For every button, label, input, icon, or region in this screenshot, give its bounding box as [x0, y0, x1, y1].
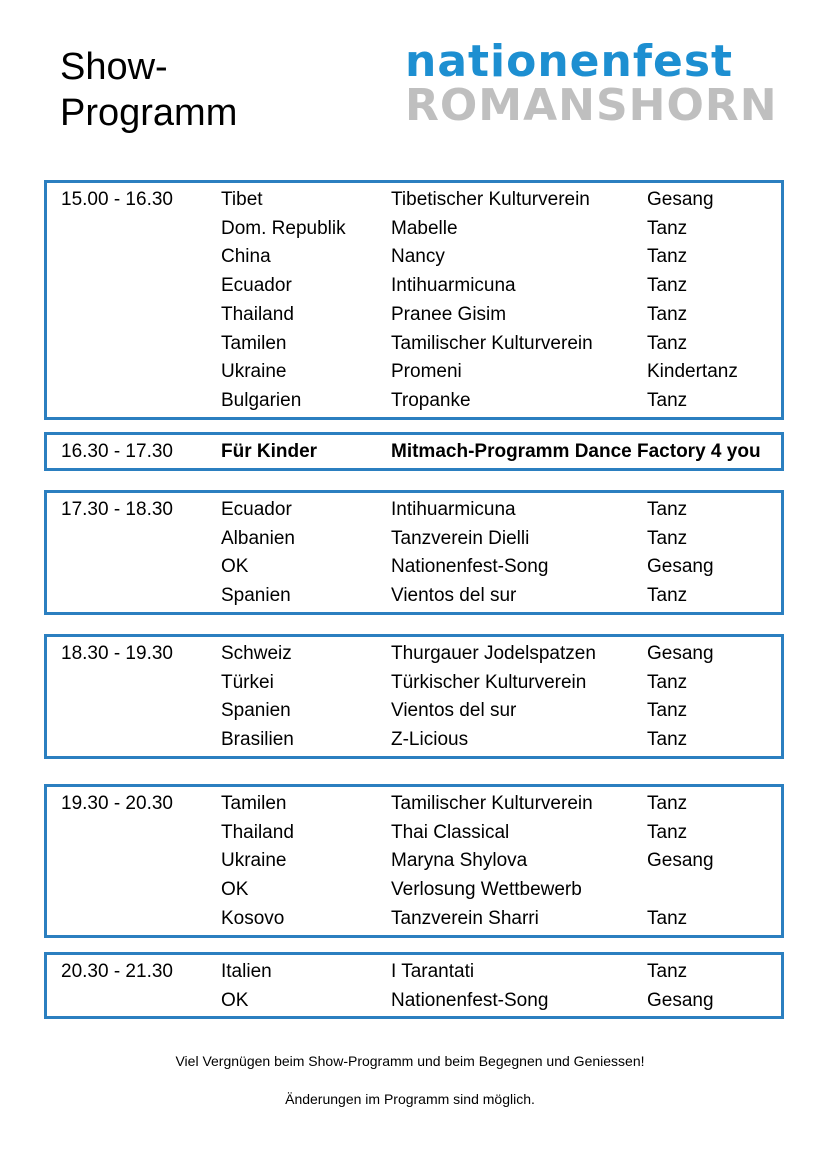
performance-type-cell: Tanz: [647, 585, 688, 607]
performance-type-cell: Gesang: [647, 643, 714, 664]
country-cell: OK: [221, 989, 249, 1011]
country-cell: Ukraine: [221, 361, 287, 383]
country-cell: Ukraine: [221, 850, 287, 872]
performance-type-cell: Tanz: [647, 700, 688, 722]
performance-type-cell: Tanz: [647, 217, 688, 239]
group-cell: Vientos del sur: [391, 585, 517, 607]
group-cell: Tibetischer Kulturverein: [391, 189, 590, 210]
group-cell: Pranee Gisim: [391, 303, 507, 325]
program-row: [47, 185, 781, 214]
group-cell: Maryna Shylova: [391, 850, 528, 872]
group-cell: Mitmach-Programm Dance Factory 4 you: [391, 441, 761, 462]
title-line-1: Show-: [60, 46, 168, 88]
country-cell: Für Kinder: [221, 441, 318, 462]
performance-type-cell: Gesang: [647, 989, 714, 1011]
program-row: [47, 789, 781, 818]
program-row: [47, 904, 781, 933]
program-row: [47, 552, 781, 581]
time-slot: 18.30 - 19.30: [61, 643, 173, 664]
program-row: [47, 300, 781, 329]
country-cell: Tamilen: [221, 793, 287, 814]
performance-type-cell: Gesang: [647, 556, 714, 578]
country-cell: Thailand: [221, 303, 294, 325]
performance-type-cell: Tanz: [647, 729, 688, 751]
logo-line-1: nationenfest: [405, 36, 734, 87]
performance-type-cell: Gesang: [647, 850, 714, 872]
time-slot: 19.30 - 20.30: [61, 793, 173, 814]
performance-type-cell: Tanz: [647, 246, 688, 268]
country-cell: OK: [221, 556, 249, 578]
program-row: [47, 818, 781, 847]
time-slot-block: [44, 952, 784, 1019]
program-row: [47, 846, 781, 875]
group-cell: Nancy: [391, 246, 445, 268]
group-cell: Tanzverein Sharri: [391, 907, 539, 929]
group-cell: Nationenfest-Song: [391, 556, 549, 578]
footer-greeting: Viel Vergnügen beim Show-Programm und beim Begegnen und Geniessen!: [175, 1053, 645, 1069]
program-row: [47, 214, 781, 243]
performance-type-cell: Tanz: [647, 961, 688, 982]
time-slot: 17.30 - 18.30: [61, 499, 173, 520]
group-cell: Z-Licious: [391, 729, 469, 751]
country-cell: Tamilen: [221, 332, 287, 354]
time-slot: 15.00 - 16.30: [61, 189, 173, 210]
group-cell: Tamilischer Kulturverein: [391, 793, 593, 814]
country-cell: Thailand: [221, 821, 294, 843]
performance-type-cell: Tanz: [647, 275, 688, 297]
program-row: [47, 242, 781, 271]
performance-type-cell: Tanz: [647, 332, 688, 354]
country-cell: Bulgarien: [221, 389, 302, 411]
group-cell: Thai Classical: [391, 821, 510, 843]
group-cell: Promeni: [391, 361, 462, 383]
performance-type-cell: Tanz: [647, 821, 688, 843]
program-row: [47, 271, 781, 300]
group-cell: Vientos del sur: [391, 700, 517, 722]
program-row: [47, 329, 781, 358]
footer-notice: Änderungen im Programm sind möglich.: [285, 1091, 535, 1107]
program-row: [47, 386, 781, 415]
country-cell: Brasilien: [221, 729, 294, 751]
page-title: [60, 44, 237, 136]
performance-type-cell: Kindertanz: [647, 361, 738, 383]
program-row: [47, 696, 781, 725]
group-cell: Tanzverein Dielli: [391, 527, 530, 549]
time-slot: 16.30 - 17.30: [61, 441, 173, 462]
performance-type-cell: Tanz: [647, 671, 688, 693]
program-row: [47, 725, 781, 754]
group-cell: Tamilischer Kulturverein: [391, 332, 593, 354]
logo-line-2: ROMANSHORN: [405, 80, 778, 131]
group-cell: Verlosung Wettbewerb: [391, 879, 582, 901]
country-cell: Spanien: [221, 585, 291, 607]
program-row: [47, 875, 781, 904]
performance-type-cell: Tanz: [647, 907, 688, 929]
time-slot-block: [44, 784, 784, 938]
title-line-2: Programm: [60, 92, 238, 134]
country-cell: Tibet: [221, 189, 263, 210]
time-slot-block: [44, 634, 784, 759]
country-cell: Dom. Republik: [221, 217, 346, 239]
country-cell: Albanien: [221, 527, 295, 549]
time-slot-block: [44, 490, 784, 615]
country-cell: Italien: [221, 961, 272, 982]
performance-type-cell: Tanz: [647, 389, 688, 411]
performance-type-cell: Tanz: [647, 793, 688, 814]
performance-type-cell: Tanz: [647, 499, 688, 520]
program-row: [47, 524, 781, 553]
nationenfest-logo: [405, 36, 778, 131]
group-cell: Mabelle: [391, 217, 458, 239]
time-slot-block: [44, 432, 784, 471]
group-cell: Thurgauer Jodelspatzen: [391, 643, 596, 664]
time-slot-block: [44, 180, 784, 420]
country-cell: Spanien: [221, 700, 291, 722]
program-row: [47, 986, 781, 1015]
performance-type-cell: Tanz: [647, 527, 688, 549]
program-row: [47, 957, 781, 986]
group-cell: Intihuarmicuna: [391, 275, 516, 297]
group-cell: I Tarantati: [391, 961, 475, 982]
country-cell: Kosovo: [221, 907, 285, 929]
country-cell: Ecuador: [221, 499, 292, 520]
country-cell: Schweiz: [221, 643, 292, 664]
program-row: [47, 668, 781, 697]
time-slot: 20.30 - 21.30: [61, 961, 173, 982]
country-cell: OK: [221, 879, 249, 901]
performance-type-cell: Gesang: [647, 189, 714, 210]
program-row: [47, 357, 781, 386]
country-cell: China: [221, 246, 271, 268]
group-cell: Tropanke: [391, 389, 471, 411]
group-cell: Intihuarmicuna: [391, 499, 516, 520]
program-row: [47, 495, 781, 524]
program-row: [47, 437, 781, 466]
program-row: [47, 581, 781, 610]
country-cell: Türkei: [221, 671, 274, 693]
group-cell: Türkischer Kulturverein: [391, 671, 587, 693]
performance-type-cell: Tanz: [647, 303, 688, 325]
program-row: [47, 639, 781, 668]
country-cell: Ecuador: [221, 275, 292, 297]
group-cell: Nationenfest-Song: [391, 989, 549, 1011]
